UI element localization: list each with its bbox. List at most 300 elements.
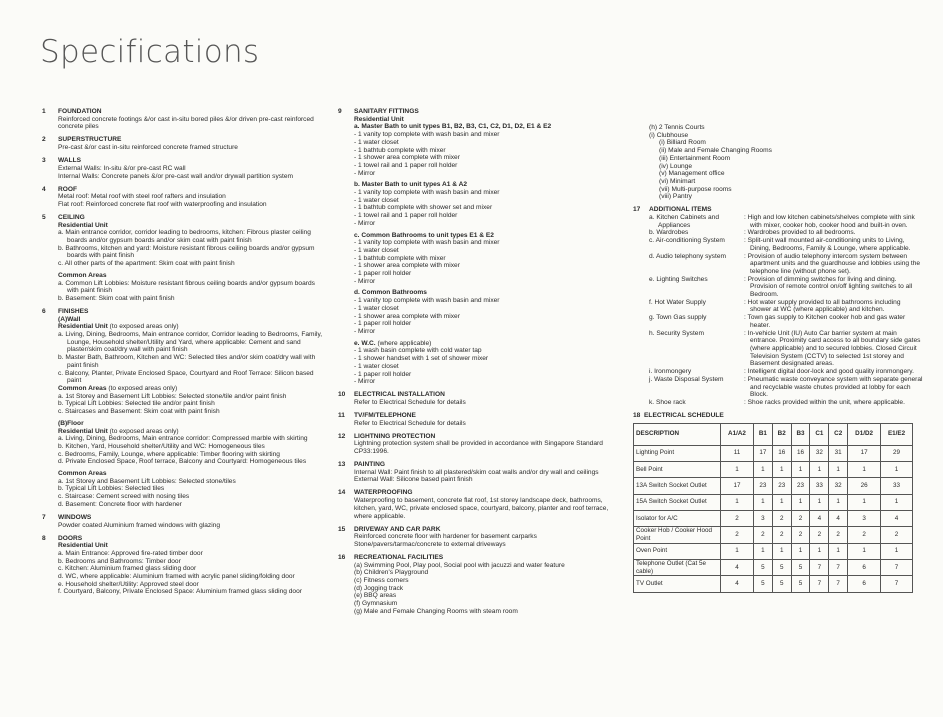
table-cell: 1	[753, 543, 772, 559]
list-item: a. 1st Storey and Basement Lift Lobbies: Selected stone/tile and/or paint finish	[58, 392, 287, 400]
section-foundation	[42, 108, 324, 131]
additional-item-label: a. Kitchen Cabinets and Appliances	[649, 214, 720, 229]
table-header-cell: B2	[772, 423, 791, 445]
list-item: e. Household shelter/Utility: Approved steel door	[58, 580, 199, 588]
section-heading: ROOF	[58, 185, 78, 193]
section-lightning-protection	[338, 433, 616, 456]
list-item: - Mirror	[354, 277, 376, 285]
subheading: Residential Unit	[354, 115, 404, 123]
section-number: 8	[42, 534, 46, 542]
table-cell: 1	[721, 494, 754, 510]
table-row-label: 15A Switch Socket Outlet	[634, 494, 721, 510]
list-item: c. Kitchen: Aluminium framed glass sliding door	[58, 565, 197, 573]
table-cell: 16	[791, 445, 810, 461]
list-item: (v) Management office	[659, 170, 725, 178]
list-item: f. Courtyard, Balcony, Private Enclosed Space: Aluminium framed glass sliding door	[58, 588, 302, 596]
section-text: Reinforced concrete floor with hardener for basement carparks	[354, 533, 537, 541]
section-superstructure	[42, 136, 324, 151]
table-row	[634, 445, 913, 461]
table-cell: 1	[810, 494, 829, 510]
column-2	[338, 108, 616, 621]
subheading-note: (to exposed areas only)	[108, 384, 178, 392]
section-text: Metal roof: Metal roof with steel roof rafters and insulation	[58, 193, 226, 201]
table-cell: 32	[810, 445, 829, 461]
section-text: Internal Wall: Paint finish to all plastered/skim coat walls and/or dry wall and ceilings	[354, 468, 599, 476]
section-additional-items	[633, 206, 923, 406]
table-cell: 1	[772, 543, 791, 559]
table-cell: 5	[772, 576, 791, 592]
list-item: b. Typical Lift Lobbies: Selected tile and/or paint finish	[58, 400, 215, 408]
section-number: 12	[338, 432, 346, 440]
list-item: - Mirror	[354, 169, 376, 177]
list-item: b. Basement: Skim coat with paint finish	[58, 294, 175, 302]
list-item: a. Main entrance corridor, corridor leading to bedrooms, kitchen: Fibrous plaster ceiling boards and/or gypsum boards and/or skim coat with paint finish	[58, 229, 311, 245]
list-item: d. WC, where applicable: Aluminium framed with acrylic panel sliding/folding door	[58, 573, 295, 581]
table-row	[634, 461, 913, 477]
table-cell: 4	[721, 576, 754, 592]
table-cell: 2	[772, 510, 791, 526]
table-cell: 6	[848, 576, 881, 592]
table-cell: 7	[829, 559, 848, 575]
additional-item-label: f. Hot Water Supply	[649, 298, 706, 306]
table-cell: 16	[772, 445, 791, 461]
list-item: a. Common Lift Lobbies: Moisture resistant fibrous ceiling boards and/or gypsum boards with paint finish	[58, 279, 315, 295]
section-number: 15	[338, 525, 346, 533]
electrical-schedule-table	[633, 423, 913, 593]
column-3	[633, 124, 923, 598]
list-item: - 1 bathtub complete with mixer	[354, 146, 446, 154]
table-cell: 1	[881, 543, 913, 559]
list-item: (ii) Male and Female Changing Rooms	[659, 147, 772, 155]
section-number: 10	[338, 391, 346, 399]
table-cell: 23	[772, 478, 791, 494]
subheading-note: (where applicable)	[377, 339, 432, 347]
additional-item-label: j. Waste Disposal System	[649, 375, 724, 383]
section-text: Internal Walls: Concrete panels &/or pre-cast wall and/or drywall partition system	[58, 172, 294, 180]
table-cell: 1	[791, 543, 810, 559]
additional-item-description: : Provision of dimming switches for living and dining. Provision of remote control on/off lighting switches to all Bedroom.	[744, 275, 913, 299]
table-cell: 1	[753, 461, 772, 477]
table-cell: 1	[829, 494, 848, 510]
list-item: - 1 water closet	[354, 138, 399, 146]
table-row-label: Isolator for A/C	[634, 510, 721, 526]
table-cell: 26	[848, 478, 881, 494]
table-cell: 4	[810, 510, 829, 526]
subheading: Common Areas	[58, 470, 107, 478]
list-item: a. Living, Dining, Bedrooms, Main entrance corridor: Compressed marble with skirting	[58, 435, 308, 443]
section-heading: DRIVEWAY AND CAR PARK	[354, 525, 441, 533]
table-cell: 7	[829, 576, 848, 592]
section-text: External Wall: Silicone based paint finish	[354, 476, 473, 484]
list-item: b. Typical Lift Lobbies: Selected tiles	[58, 485, 165, 493]
table-cell: 2	[791, 527, 810, 543]
list-item: a. Main Entrance: Approved fire-rated timber door	[58, 549, 203, 557]
subheading: Common Areas	[58, 384, 107, 392]
section-heading	[633, 412, 923, 420]
section-text: Refer to Electrical Schedule for details	[354, 419, 466, 427]
list-item: - 1 vanity top complete with wash basin and mixer	[354, 239, 500, 247]
table-cell: 2	[721, 527, 754, 543]
list-item: - Mirror	[354, 327, 376, 335]
list-item: - 1 water closet	[354, 362, 399, 370]
section-heading: DOORS	[58, 534, 83, 542]
table-row	[634, 559, 913, 575]
table-cell: 2	[772, 527, 791, 543]
additional-item-label: h. Security System	[649, 329, 704, 337]
table-cell: 4	[721, 559, 754, 575]
subheading: d. Common Bathrooms	[354, 289, 427, 297]
section-walls	[42, 157, 324, 180]
list-item: (g) Male and Female Changing Rooms with steam room	[354, 607, 518, 615]
additional-item-description: : In-vehicle Unit (IU) Auto Car barrier system at main entrance. Proximity card access to all boundary side gates (where applicable) and to secured lobbies. Closed Circuit Television System (CCTV) to selected 1st storey and Basement designated areas.	[744, 329, 921, 368]
table-cell: 6	[848, 559, 881, 575]
table-cell: 7	[881, 559, 913, 575]
list-item: b. Master Bath, Bathroom, Kitchen and WC: Selected tiles and/or skim coat/dry wall with paint finish	[58, 354, 316, 369]
section-roof	[42, 186, 324, 209]
section-heading: FINISHES	[58, 307, 89, 315]
additional-item-description: : Hot water supply provided to all bathrooms including shower at WC (where applicable) and kitchen.	[744, 298, 901, 314]
list-item: (c) Fitness corners	[354, 577, 409, 585]
additional-item-description: : Shoe racks provided within the unit, where applicable.	[744, 398, 905, 406]
table-cell: 2	[810, 527, 829, 543]
subheading: Residential Unit	[58, 221, 108, 229]
table-cell: 31	[829, 445, 848, 461]
additional-item-row	[649, 399, 923, 407]
section-title: ELECTRICAL SCHEDULE	[644, 411, 724, 419]
table-cell: 1	[829, 543, 848, 559]
list-item: - 1 water closet	[354, 304, 399, 312]
section-number: 2	[42, 136, 46, 144]
section-heading: CEILING	[58, 213, 85, 221]
list-item: - 1 wash basin complete with cold water tap	[354, 347, 482, 355]
subheading: Residential Unit	[58, 323, 108, 331]
section-text: Refer to Electrical Schedule for details	[354, 398, 466, 406]
list-item: (e) BBQ areas	[354, 592, 397, 600]
table-cell: 1	[829, 461, 848, 477]
table-row-label: Bell Point	[634, 461, 721, 477]
subheading-note: (to exposed areas only)	[109, 427, 179, 435]
subheading: (B)Floor	[58, 419, 84, 427]
section-waterproofing	[338, 489, 616, 520]
section-heading: SANITARY FITTINGS	[354, 108, 419, 115]
additional-item-row	[649, 299, 923, 314]
list-item: - 1 vanity top complete with wash basin and mixer	[354, 297, 500, 305]
list-item: - 1 water closet	[354, 246, 399, 254]
section-electrical-installation	[338, 391, 616, 406]
list-item: d. Basement: Concrete floor with hardener	[58, 500, 182, 508]
table-header-row	[634, 423, 913, 445]
section-number: 16	[338, 553, 346, 561]
table-cell: 1	[848, 494, 881, 510]
table-header-cell: DESCRIPTION	[634, 423, 721, 445]
section-heading: WINDOWS	[58, 513, 92, 521]
table-cell: 1	[791, 494, 810, 510]
section-windows	[42, 514, 324, 529]
list-item: b. Bathrooms, kitchen and yard: Moisture resistant fibrous ceiling boards and/or gypsum boards with paint finish	[58, 244, 315, 260]
list-item: a. 1st Storey and Basement Lift Lobbies: Selected stone/tiles	[58, 477, 236, 485]
table-cell: 1	[848, 543, 881, 559]
section-recreational-continued	[633, 124, 923, 201]
list-item: - 1 shower area complete with mixer	[354, 312, 460, 320]
subheading: e. W.C.	[354, 339, 376, 347]
section-text: Stone/pavers/tarmac/concrete to external driveways	[354, 540, 506, 548]
subheading-note: (to exposed areas only)	[109, 323, 179, 331]
subheading: c. Common Bathrooms to unit types E1 & E2	[354, 231, 494, 239]
list-item: (a) Swimming Pool, Play pool, Social pool with jacuzzi and water feature	[354, 561, 565, 569]
list-item: c. Staircase: Cement screed with nosing tiles	[58, 493, 190, 501]
table-cell: 2	[848, 527, 881, 543]
subheading: b. Master Bath to unit types A1 & A2	[354, 181, 468, 189]
table-cell: 1	[810, 461, 829, 477]
table-cell: 1	[753, 494, 772, 510]
list-item: - 1 paper roll holder	[354, 370, 412, 378]
table-cell: 17	[721, 478, 754, 494]
additional-item-description: : High and low kitchen cabinets/shelves complete with sink with mixer, cooker hob, cooker hood and built-in oven.	[744, 214, 915, 229]
page-title: Specifications	[40, 34, 260, 70]
section-text: External Walls: In-situ &/or pre-cast RC wall	[58, 164, 186, 172]
list-item: - Mirror	[354, 219, 376, 227]
section-number: 18	[633, 411, 641, 419]
section-number: 14	[338, 489, 346, 497]
table-cell: 1	[772, 494, 791, 510]
list-item: c. Balcony, Planter, Private Enclosed Space, Courtyard and Roof Terrace: Silicon based paint	[58, 369, 314, 385]
table-cell: 11	[721, 445, 754, 461]
list-item: - 1 bathtub complete with mixer	[354, 254, 446, 262]
list-item: b. Kitchen, Yard, Household shelter/Utility and WC: Homogeneous tiles	[58, 442, 265, 450]
table-cell: 5	[791, 559, 810, 575]
section-text: Powder coated Aluminium framed windows with glazing	[58, 521, 220, 529]
list-item: - 1 paper roll holder	[354, 270, 412, 278]
table-cell: 1	[721, 543, 754, 559]
section-number: 6	[42, 307, 46, 315]
subheading: (A)Wall	[58, 315, 81, 323]
table-row	[634, 478, 913, 494]
list-item: - 1 towel rail and 1 paper roll holder	[354, 212, 458, 220]
additional-item-description: : Wardrobes provided to all bedrooms.	[744, 229, 856, 237]
table-cell: 2	[881, 527, 913, 543]
table-cell: 7	[810, 576, 829, 592]
table-row	[634, 527, 913, 543]
list-item: d. Private Enclosed Space, Roof terrace, Balcony and Courtyard: Homogeneous tiles	[58, 458, 307, 466]
subheading: Common Areas	[58, 271, 107, 279]
table-row-label: 13A Switch Socket Outlet	[634, 478, 721, 494]
table-cell: 33	[810, 478, 829, 494]
section-text: Waterproofing to basement, concrete flat roof, 1st storey landscape deck, bathrooms, kitchen, yard, WC, private enclosed space, courtyard, balcony, planter and roof terrace, where applicable.	[354, 497, 609, 520]
section-number: 13	[338, 461, 346, 469]
table-cell: 1	[810, 543, 829, 559]
section-heading: TV/FM/TELEPHONE	[354, 411, 416, 419]
section-text: Flat roof: Reinforced concrete flat roof with waterproofing and insulation	[58, 200, 267, 208]
table-cell: 5	[772, 559, 791, 575]
table-header-cell: C2	[829, 423, 848, 445]
list-item: - 1 vanity top complete with wash basin and mixer	[354, 131, 500, 139]
additional-item-label: d. Audio telephony system	[649, 252, 726, 260]
additional-item-description: : Provision of audio telephony intercom system between apartment units and the guardhouse and lobbies using the telephone line (without phone set).	[744, 252, 921, 275]
list-item: - 1 shower area complete with mixer	[354, 154, 460, 162]
table-row	[634, 543, 913, 559]
table-cell: 1	[848, 461, 881, 477]
section-heading: LIGHTNING PROTECTION	[354, 432, 436, 440]
section-heading: ELECTRICAL INSTALLATION	[354, 391, 445, 399]
section-driveway	[338, 526, 616, 549]
list-item: c. Bedrooms, Family, Lounge, where applicable: Timber flooring with skirting	[58, 450, 280, 458]
table-row-label: Cooker Hob / Cooker Hood Point	[634, 527, 721, 543]
section-number: 17	[633, 206, 641, 214]
table-header-cell: E1/E2	[881, 423, 913, 445]
additional-item-row	[649, 368, 923, 376]
list-item: (vi) Minimart	[659, 177, 696, 185]
section-heading: RECREATIONAL FACILITIES	[354, 553, 444, 561]
list-item: (iv) Lounge	[659, 162, 692, 170]
additional-item-row	[649, 330, 923, 369]
additional-item-label: i. Ironmongery	[649, 368, 692, 376]
table-row	[634, 576, 913, 592]
table-cell: 1	[791, 461, 810, 477]
clubhouse-list	[649, 139, 923, 201]
table-cell: 2	[791, 510, 810, 526]
table-row-label: Telephone Outlet (Cat 5e cable)	[634, 559, 721, 575]
additional-items-list	[649, 214, 923, 407]
section-doors	[42, 535, 324, 597]
additional-item-row	[649, 214, 923, 229]
list-item: (f) Gymnasium	[354, 600, 398, 608]
list-item: (d) Jogging track	[354, 584, 404, 592]
additional-item-description: : Intelligent digital door-lock and good quality ironmongery.	[744, 368, 914, 376]
list-item: - Mirror	[354, 378, 376, 386]
section-number: 9	[338, 108, 342, 115]
table-cell: 23	[753, 478, 772, 494]
section-text: Pre-cast &/or cast in-situ reinforced concrete framed structure	[58, 144, 238, 152]
table-cell: 5	[791, 576, 810, 592]
table-row	[634, 510, 913, 526]
table-cell: 33	[881, 478, 913, 494]
table-cell: 4	[829, 510, 848, 526]
list-item: (viii) Pantry	[659, 193, 692, 201]
section-finishes	[42, 308, 324, 509]
list-item: - 1 water closet	[354, 196, 399, 204]
section-recreational-facilities	[338, 554, 616, 616]
section-number: 11	[338, 411, 345, 419]
list-item: b. Bedrooms and Bathrooms: Timber door	[58, 557, 181, 565]
column-1	[42, 108, 324, 601]
list-item: - 1 towel rail and 1 paper roll holder	[354, 161, 458, 169]
additional-item-row	[649, 237, 923, 252]
section-number: 5	[42, 213, 46, 221]
list-item: c. All other parts of the apartment: Skim coat with paint finish	[58, 260, 235, 268]
section-heading: WALLS	[58, 157, 82, 165]
section-electrical-schedule	[633, 412, 923, 593]
section-heading: ADDITIONAL ITEMS	[649, 206, 712, 214]
list-item: (b) Children's Playground	[354, 569, 429, 577]
list-item: (vii) Multi-purpose rooms	[659, 185, 732, 193]
section-ceiling	[42, 214, 324, 303]
section-heading: SUPERSTRUCTURE	[58, 136, 122, 144]
table-cell: 2	[721, 510, 754, 526]
section-text: Lightning protection system shall be provided in accordance with Singapore Standard CP33:1996.	[354, 440, 603, 456]
list-item: - 1 bathtub complete with shower set and mixer	[354, 204, 493, 212]
additional-item-row	[649, 314, 923, 329]
table-header-cell: C1	[810, 423, 829, 445]
table-cell: 2	[753, 527, 772, 543]
table-cell: 29	[881, 445, 913, 461]
section-heading: WATERPROOFING	[354, 489, 413, 497]
additional-item-row	[649, 253, 923, 276]
additional-item-row	[649, 376, 923, 399]
table-row-label: Oven Point	[634, 543, 721, 559]
additional-item-label: g. Town Gas supply	[649, 314, 707, 322]
list-item: - 1 shower handset with 1 set of shower mixer	[354, 355, 489, 363]
section-number: 4	[42, 185, 46, 193]
section-heading: PAINTING	[354, 461, 386, 469]
list-item: c. Staircases and Basement: Skim coat with paint finish	[58, 408, 220, 416]
section-sanitary-fittings	[338, 108, 616, 386]
list-item: (i) Clubhouse	[649, 131, 689, 139]
list-item: - 1 vanity top complete with wash basin and mixer	[354, 189, 500, 197]
section-heading: FOUNDATION	[58, 108, 102, 115]
section-number: 3	[42, 157, 46, 165]
additional-item-row	[649, 229, 923, 237]
list-item: (i) Billiard Room	[659, 139, 706, 147]
additional-item-description: : Town gas supply to Kitchen cooker hob and gas water heater.	[744, 314, 906, 329]
list-item: a. Living, Dining, Bedrooms, Main entrance corridor, Corridor leading to Bedrooms, Family, Lounge, Household shelter/Utility and Yard, where applicable: Cement and sand plaster/skim coat/dry wall with paint finish	[58, 331, 323, 354]
table-row	[634, 494, 913, 510]
additional-item-label: b. Wardrobes	[649, 229, 689, 237]
table-cell: 3	[848, 510, 881, 526]
section-tv-fm-telephone	[338, 412, 616, 427]
table-cell: 5	[753, 576, 772, 592]
additional-item-label: e. Lighting Switches	[649, 275, 708, 283]
additional-item-label: c. Air-conditioning System	[649, 237, 725, 245]
section-number: 7	[42, 513, 46, 521]
table-header-cell: A1/A2	[721, 423, 754, 445]
table-cell: 2	[829, 527, 848, 543]
table-body	[634, 445, 913, 592]
table-cell: 17	[848, 445, 881, 461]
subheading: Residential Unit	[58, 427, 108, 435]
table-cell: 3	[753, 510, 772, 526]
table-cell: 1	[881, 494, 913, 510]
table-cell: 17	[753, 445, 772, 461]
table-cell: 1	[721, 461, 754, 477]
list-item: - 1 shower area complete with mixer	[354, 262, 460, 270]
additional-item-description: : Pneumatic waste conveyance system with separate general and recyclable waste chutes provided at lobby for each Block.	[744, 375, 923, 399]
table-header-cell: B1	[753, 423, 772, 445]
list-item: (h) 2 Tennis Courts	[649, 124, 705, 131]
list-item: - 1 paper roll holder	[354, 320, 412, 328]
table-cell: 1	[772, 461, 791, 477]
additional-item-row	[649, 276, 923, 299]
table-cell: 5	[753, 559, 772, 575]
additional-item-label: k. Shoe rack	[649, 398, 686, 406]
table-cell: 32	[829, 478, 848, 494]
subheading: a. Master Bath to unit types B1, B2, B3, C1, C2, D1, D2, E1 & E2	[354, 123, 552, 131]
table-cell: 23	[791, 478, 810, 494]
table-header-cell: D1/D2	[848, 423, 881, 445]
table-header-cell: B3	[791, 423, 810, 445]
section-text: Reinforced concrete footings &/or cast in-situ bored piles &/or driven pre-cast reinforced concrete piles	[58, 115, 314, 131]
table-cell: 7	[810, 559, 829, 575]
section-painting	[338, 461, 616, 484]
table-row-label: TV Outlet	[634, 576, 721, 592]
table-cell: 7	[881, 576, 913, 592]
table-cell: 1	[881, 461, 913, 477]
table-cell: 4	[881, 510, 913, 526]
additional-item-description: : Split-unit wall mounted air-conditioning units to Living, Dining, Bedrooms, Family & Lounge, where applicable.	[744, 237, 911, 252]
table-row-label: Lighting Point	[634, 445, 721, 461]
section-number: 1	[42, 108, 46, 115]
list-item: (iii) Entertainment Room	[659, 154, 731, 162]
subheading: Residential Unit	[58, 542, 108, 550]
